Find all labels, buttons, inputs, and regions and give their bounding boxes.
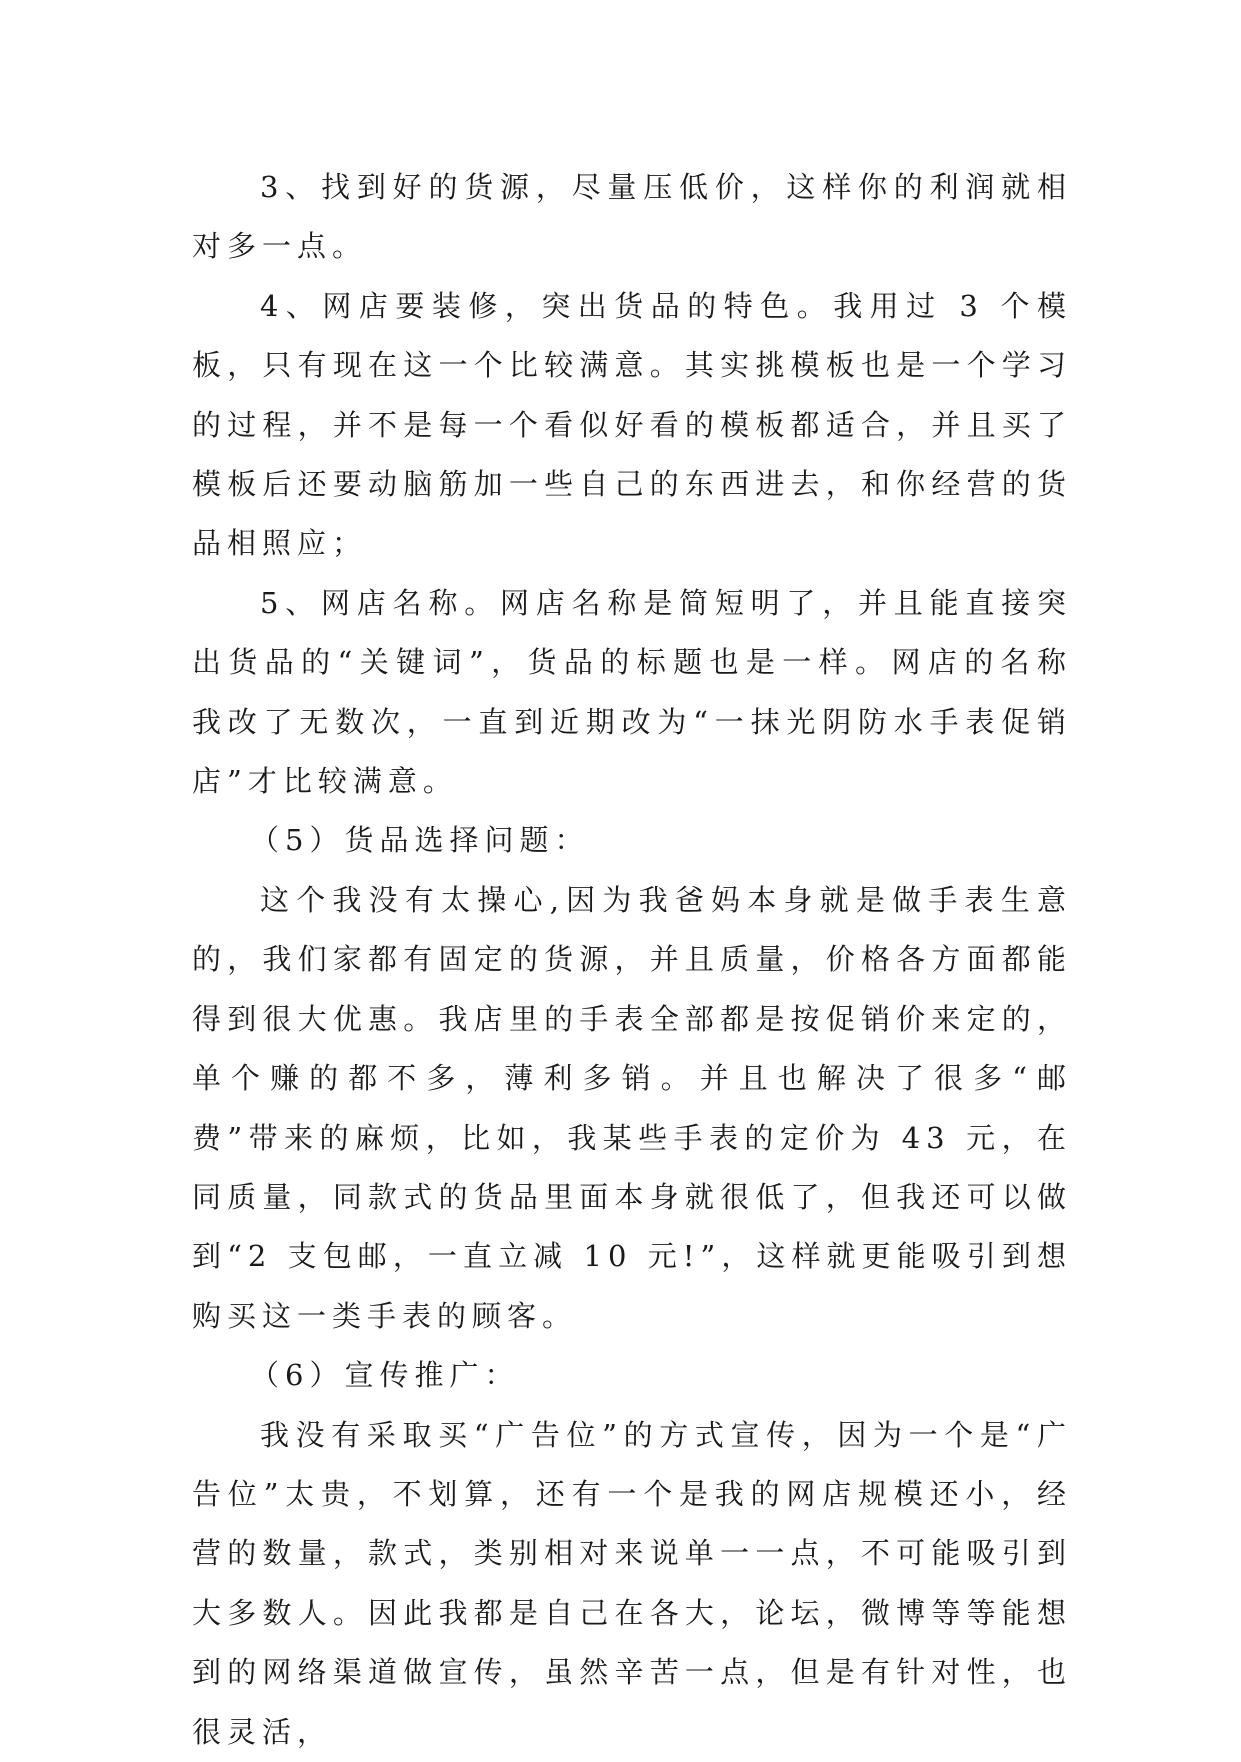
section-heading-6: （6）宣传推广：	[250, 1358, 520, 1393]
paragraph-promotion: 我没有采取买“广告位”的方式宣传，因为一个是“广告位”太贵，不划算，还有一个是我的网店规模还小，经营的数量，款式，类别相对来说单一一点，不可能吸引到大多数人。因此我都是自己在各大，论坛，微博等等能想到的网络渠道做宣传，虽然辛苦一点，但是有针对性，也很灵活，	[192, 1417, 1072, 1749]
paragraph-tip-4: 4、网店要装修，突出货品的特色。我用过 3 个模板，只有现在这一个比较满意。其实挑模板也是一个学习的过程，并不是每一个看似好看的模板都适合，并且买了模板后还要动脑筋加一些自己的东西进去，和你经营的货品相照应；	[192, 288, 1072, 561]
document-body	[192, 158, 1072, 1762]
paragraph-tip-3: 3、找到好的货源，尽量压低价，这样你的利润就相对多一点。	[192, 170, 1072, 264]
section-heading-5: （5）货品选择问题：	[250, 823, 590, 858]
paragraph-product-selection: 这个我没有太操心,因为我爸妈本身就是做手表生意的，我们家都有固定的货源，并且质量，价格各方面都能得到很大优惠。我店里的手表全部都是按促销价来定的，单个赚的都不多，薄利多销。并且也解决了很多“邮费”带来的麻烦，比如，我某些手表的定价为 43 元，在同质量，同款式的货品里面本身就很低了，但我还可以做到“2 支包邮，一直立减 10 元!”，这样就更能吸引到想购买这一类手表的顾客。	[192, 882, 1072, 1333]
paragraph-tip-5: 5、网店名称。网店名称是简短明了，并且能直接突出货品的“关键词”，货品的标题也是一样。网店的名称我改了无数次，一直到近期改为“一抹光阴防水手表促销店”才比较满意。	[192, 585, 1072, 799]
